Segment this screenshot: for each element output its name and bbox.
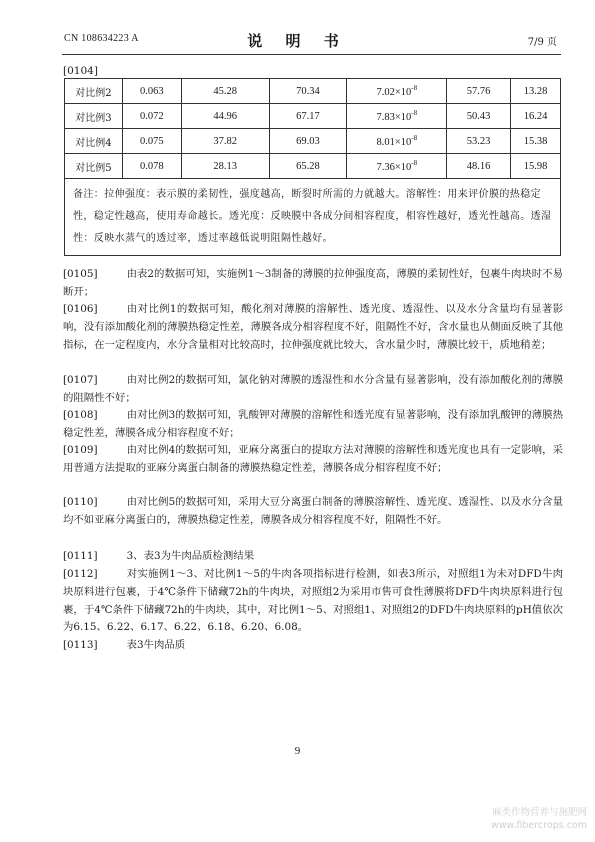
paragraph-0112 (63, 566, 563, 637)
paragraph-0111 (63, 548, 563, 566)
table-cell: 69.03 (269, 129, 347, 154)
table-cell: 15.38 (511, 129, 561, 154)
paragraph-text: 对实施例1～3、对比例1～5的牛肉各项指标进行检测，如表3所示，对照组1为未对DFD牛肉块原料进行包裹，于4℃条件下储藏72h的牛肉块，对照组2为采用市售可食性薄膜将DFD牛肉块原料进行包裹，于4℃条件下储藏72h的牛肉块，其中，对比例1～5、对照组1、对照组2的DFD牛肉块原料的pH值依次为6.15、6.22、6.17、6.22、6.18、6.20、6.08。 (63, 568, 563, 634)
paragraph-0113 (63, 637, 563, 655)
table-cell: 65.28 (269, 154, 347, 179)
sci-exponent: -8 (411, 159, 418, 167)
table-row (65, 129, 561, 154)
row-label: 对比例3 (65, 104, 123, 129)
table-cell: 45.28 (181, 79, 269, 104)
table-cell: 53.23 (447, 129, 511, 154)
table-cell: 57.76 (447, 79, 511, 104)
paragraph-0109 (63, 442, 563, 478)
page-title: 说 明 书 (247, 32, 348, 50)
paragraph-text: 由对比例2的数据可知，氯化钠对薄膜的透湿性和水分含量有显著影响，没有添加酸化剂的薄膜的阻隔性不好； (63, 374, 563, 404)
table-cell: 37.82 (181, 129, 269, 154)
comparison-table (64, 78, 561, 256)
page-of-indicator: 7/9 页 (527, 37, 557, 48)
paragraph-text: 由对比例4的数据可知，亚麻分离蛋白的提取方法对薄膜的溶解性和透光度也具有一定影响，采用普通方法提取的亚麻分离蛋白制备的薄膜热稳定性差，薄膜各成分相容程度不好； (63, 444, 563, 474)
paragraph-number: [0113] (63, 639, 98, 651)
paragraph-text: 3、表3为牛肉品质检测结果 (126, 550, 255, 562)
table-note-row (65, 179, 561, 256)
sci-exponent: -8 (411, 84, 418, 92)
table-cell (347, 79, 447, 104)
table-cell: 15.98 (511, 154, 561, 179)
paragraph-text: 由对比例5的数据可知，采用大豆分离蛋白制备的薄膜溶解性、透光度、透湿性、以及水分含量均不如亚麻分离蛋白的，薄膜热稳定性差，薄膜各成分相容程度不好，阻隔性不好。 (63, 496, 563, 526)
watermark-line-1: 麻类作物营养与施肥网 (491, 807, 587, 818)
row-label: 对比例5 (65, 154, 123, 179)
paragraph-number: [0105] (63, 268, 98, 280)
table-cell: 0.075 (122, 129, 181, 154)
table-cell: 13.28 (511, 79, 561, 104)
paragraph-0108 (63, 407, 563, 443)
paragraph-number: [0110] (63, 496, 98, 508)
paragraph-number: [0108] (63, 409, 98, 421)
document-number: CN 108634223 A (64, 33, 139, 44)
paragraph-0105 (63, 266, 563, 302)
table-cell: 67.17 (269, 104, 347, 129)
table-cell: 28.13 (181, 154, 269, 179)
table-cell: 16.24 (511, 104, 561, 129)
table-note: 备注：拉伸强度：表示膜的柔韧性，强度越高，断裂时所需的力就越大。溶解性：用来评价膜的热稳定性，稳定性越高，使用寿命越长。透光度：反映膜中各成分间相容程度，相容性越好，透光性越高。透湿性：反映水蒸气的透过率，透过率越低说明阻隔性越好。 (65, 179, 561, 256)
table-row (65, 154, 561, 179)
sci-base: 7.83×10 (376, 112, 412, 123)
sci-exponent: -8 (411, 109, 418, 117)
paragraph-0107 (63, 372, 563, 408)
table-row (65, 104, 561, 129)
table-row (65, 79, 561, 104)
row-label: 对比例2 (65, 79, 123, 104)
sci-base: 8.01×10 (376, 137, 412, 148)
watermark-line-2: www.fibercrops.com (490, 820, 587, 831)
table-cell: 70.34 (269, 79, 347, 104)
table-cell: 0.078 (122, 154, 181, 179)
sci-base: 7.36×10 (376, 162, 412, 173)
table-cell: 0.072 (122, 104, 181, 129)
paragraph-text: 由对比例1的数据可知，酸化剂对薄膜的溶解性、透光度、透湿性、以及水分含量均有显著影响，没有添加酸化剂的薄膜热稳定性差，薄膜各成分相容程度不好，阻隔性不好，含水量也从侧面反映了其他指标，在一定程度内，水分含量相对比较高时，拉伸强度就比较大，含水量少时，薄膜比较干，质地稍差； (63, 303, 563, 351)
paragraph-number: [0112] (63, 568, 98, 580)
table-section-number: [0104] (63, 65, 98, 77)
header-divider (62, 54, 561, 55)
paragraph-number: [0107] (63, 374, 98, 386)
table-cell (347, 104, 447, 129)
paragraph-0110 (63, 494, 563, 530)
table-cell: 0.063 (122, 79, 181, 104)
paragraph-text: 由对比例3的数据可知，乳酸钾对薄膜的溶解性和透光度有显著影响，没有添加乳酸钾的薄膜热稳定性差，薄膜各成分相容程度不好； (63, 409, 563, 439)
watermark (452, 806, 587, 832)
sci-exponent: -8 (411, 134, 418, 142)
row-label: 对比例4 (65, 129, 123, 154)
sci-base: 7.02×10 (376, 87, 412, 98)
paragraph-text: 由表2的数据可知，实施例1～3制备的薄膜的拉伸强度高，薄膜的柔韧性好，包裹牛肉块时不易断开； (63, 268, 563, 298)
paragraph-number: [0111] (63, 550, 98, 562)
table-cell (347, 154, 447, 179)
paragraph-number: [0109] (63, 444, 98, 456)
paragraph-text: 表3牛肉品质 (126, 639, 186, 651)
paragraph-number: [0106] (63, 303, 98, 315)
table-cell: 44.96 (181, 104, 269, 129)
page-number: 9 (294, 745, 301, 757)
table-cell (347, 129, 447, 154)
paragraph-0106 (63, 301, 563, 354)
table-cell: 48.16 (447, 154, 511, 179)
table-cell: 50.43 (447, 104, 511, 129)
